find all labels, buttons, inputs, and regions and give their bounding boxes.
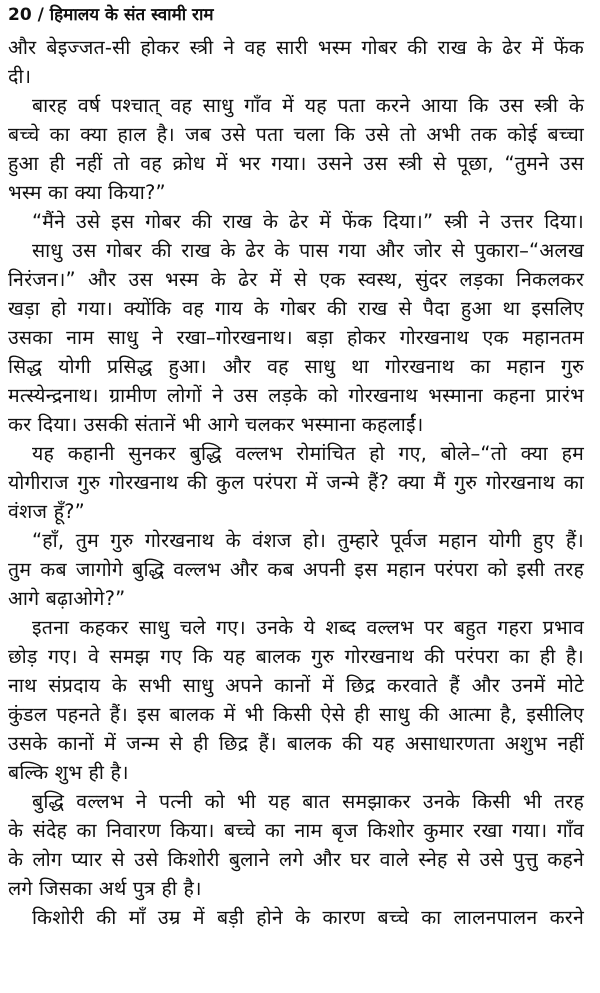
running-header [8, 3, 214, 27]
text-line: खड़ा हो गया। क्योंकि वह गाय के गोबर की राख से पैदा हुआ था इसलिए [8, 297, 584, 320]
page-number: 20 [8, 5, 32, 25]
text-line: इतना कहकर साधु चले गए। उनके ये शब्द वल्लभ पर बहुत गहरा प्रभाव [32, 616, 584, 639]
text-line: के संदेह का निवारण किया। बच्चे का नाम बृज किशोर कुमार रखा गया। गाँव [8, 819, 584, 842]
text-line: आगे बढ़ाओगे?” [8, 587, 126, 610]
text-line: उसका नाम साधु ने रखा–गोरखनाथ। बड़ा होकर गोरखनाथ एक महानतम [8, 326, 584, 349]
text-line: कर दिया। उसकी संतानें भी आगे चलकर भस्माना कहलाईं। [8, 413, 424, 436]
text-line: तुम कब जागोगे बुद्धि वल्लभ और कब अपनी इस महान परंपरा को इसी तरह [8, 558, 584, 581]
text-line: सिद्ध योगी प्रसिद्ध हुआ। और वह साधु था गोरखनाथ का महान गुरु [8, 355, 584, 378]
text-line: “हाँ, तुम गुरु गोरखनाथ के वंशज हो। तुम्हारे पूर्वज महान योगी हुए हैं। [32, 529, 584, 552]
text-line: हुआ ही नहीं तो वह क्रोध में भर गया। उसने उस स्त्री से पूछा, “तुमने उस [8, 152, 584, 175]
header-separator: / [31, 5, 50, 25]
text-line: बारह वर्ष पश्चात् वह साधु गाँव में यह पता करने आया कि उस स्त्री के [32, 94, 584, 117]
text-line: कुंडल पहनते हैं। इस बालक में भी किसी ऐसे ही साधु की आत्मा है, इसीलिए [8, 703, 584, 726]
text-line: भस्म का क्या किया?” [8, 181, 166, 204]
text-line: बच्चे का क्या हाल है। जब उसे पता चला कि उसे तो अभी तक कोई बच्चा [8, 123, 584, 146]
text-line: छोड़ गए। वे समझ गए कि यह बालक गुरु गोरखनाथ की परंपरा का ही है। [8, 645, 584, 668]
text-line: निरंजन।” और उस भस्म के ढेर में से एक स्वस्थ, सुंदर लड़का निकलकर [8, 268, 584, 291]
text-line: बुद्धि वल्लभ ने पत्नी को भी यह बात समझाकर उनके किसी भी तरह [32, 790, 584, 813]
text-line: मत्स्येन्द्रनाथ। ग्रामीण लोगों ने उस लड़के को गोरखनाथ भस्माना कहना प्रारंभ [8, 384, 584, 407]
text-line: किशोरी की माँ उम्र में बड़ी होने के कारण बच्चे का लालनपालन करने [32, 906, 584, 929]
text-line: “मैंने उसे इस गोबर की राख के ढेर में फेंक दिया।” स्त्री ने उत्तर दिया। [32, 210, 584, 233]
text-line: वंशज हूँ?” [8, 500, 85, 523]
book-title: हिमालय के संत स्वामी राम [49, 5, 214, 25]
text-line: साधु उस गोबर की राख के ढेर के पास गया और जोर से पुकारा–“अलख [32, 239, 584, 262]
text-line: उसके कानों में जन्म से ही छिद्र हैं। बालक की यह असाधारणता अशुभ नहीं [8, 732, 584, 755]
text-line: के लोग प्यार से उसे किशोरी बुलाने लगे और घर वाले स्नेह से उसे पुत्तु कहने [8, 848, 584, 871]
text-line: बल्कि शुभ ही है। [8, 761, 129, 784]
text-line: यह कहानी सुनकर बुद्धि वल्लभ रोमांचित हो गए, बोले–“तो क्या हम [32, 442, 584, 465]
text-line: नाथ संप्रदाय के सभी साधु अपने कानों में छिद्र करवाते हैं और उनमें मोटे [8, 674, 584, 697]
text-line: लगे जिसका अर्थ पुत्र ही है। [8, 877, 202, 900]
text-line: और बेइज्जत-सी होकर स्त्री ने वह सारी भस्म गोबर की राख के ढेर में फेंक [8, 36, 584, 59]
text-line: दी। [8, 65, 32, 88]
text-line: योगीराज गुरु गोरखनाथ की कुल परंपरा में जन्मे हैं? क्या मैं गुरु गोरखनाथ का [8, 471, 584, 494]
